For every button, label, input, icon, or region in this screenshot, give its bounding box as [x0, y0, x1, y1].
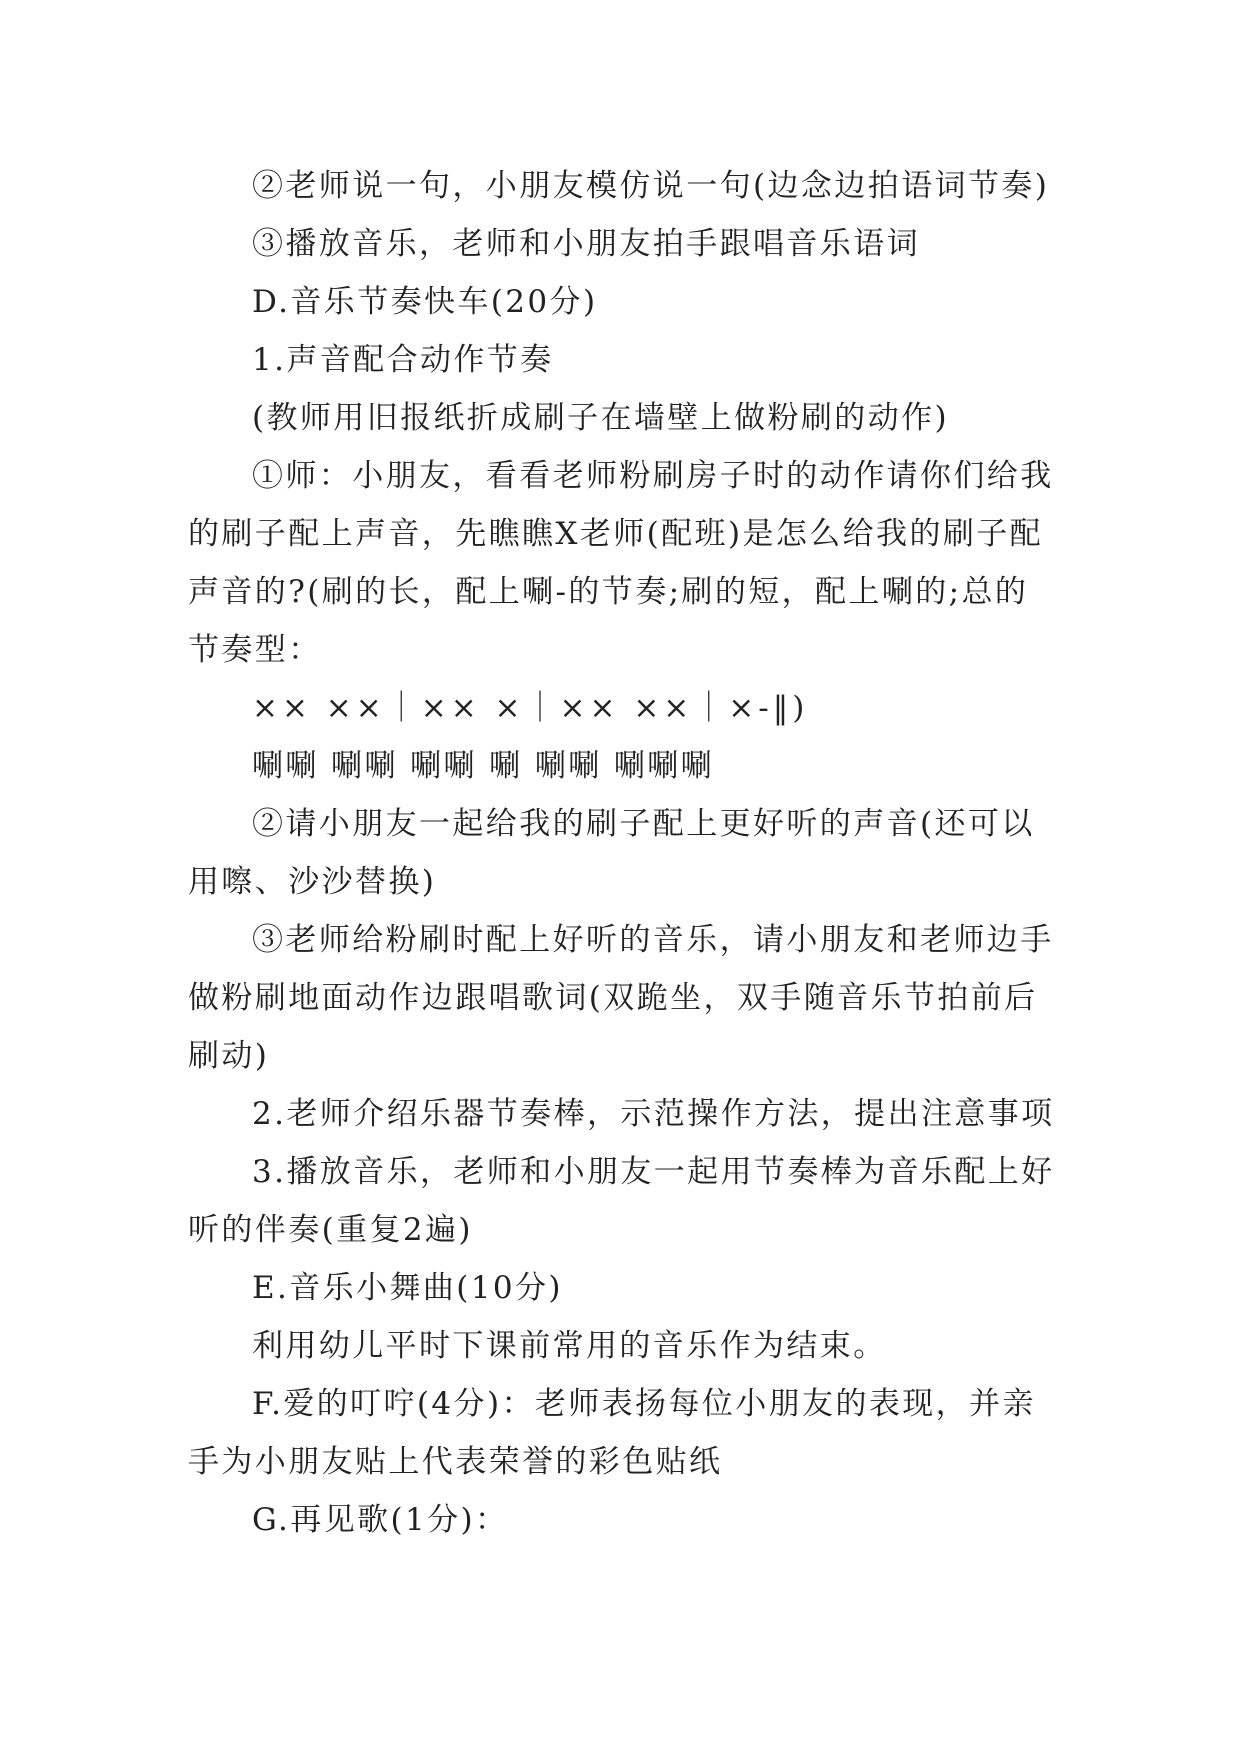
text-line: (教师用旧报纸折成刷子在墙壁上做粉刷的动作) — [252, 400, 949, 436]
rhythm-notation: ×× ××｜×× ×｜×× ××｜×-‖) — [252, 690, 809, 726]
text-line: 手为小朋友贴上代表荣誉的彩色贴纸 — [188, 1444, 723, 1480]
section-heading-g: G.再见歌(1分)： — [252, 1502, 509, 1538]
text-line: 听的伴奏(重复2遍) — [188, 1212, 473, 1248]
text-line: 1.声音配合动作节奏 — [252, 342, 554, 378]
text-line: ③播放音乐，老师和小朋友拍手跟唱音乐语词 — [252, 226, 920, 262]
document-body — [188, 157, 1058, 1549]
text-line: 刷动) — [188, 1038, 270, 1074]
text-line: 的刷子配上声音，先瞧瞧X老师(配班)是怎么给我的刷子配 — [188, 516, 1044, 552]
rhythm-syllables: 唰唰 唰唰 唰唰 唰 唰唰 唰唰唰 — [252, 748, 715, 784]
text-line: ②请小朋友一起给我的刷子配上更好听的声音(还可以 — [252, 806, 1035, 842]
section-heading-e: E.音乐小舞曲(10分) — [252, 1270, 563, 1306]
text-line: 用嚓、沙沙替换) — [188, 864, 437, 900]
section-heading-d: D.音乐节奏快车(20分) — [252, 284, 598, 320]
section-heading-f: F.爱的叮咛(4分)：老师表扬每位小朋友的表现，并亲 — [252, 1386, 1036, 1422]
text-line: 节奏型： — [188, 632, 322, 668]
text-line: 利用幼儿平时下课前常用的音乐作为结束。 — [252, 1328, 887, 1364]
text-line: 声音的?(刷的长，配上唰-的节奏;刷的短，配上唰的;总的 — [188, 574, 1029, 610]
text-line: ②老师说一句，小朋友模仿说一句(边念边拍语词节奏) — [252, 168, 1050, 204]
text-line: 3.播放音乐，老师和小朋友一起用节奏棒为音乐配上好 — [252, 1154, 1055, 1190]
text-line: 2.老师介绍乐器节奏棒，示范操作方法，提出注意事项 — [252, 1096, 1055, 1132]
text-line: ①师：小朋友，看看老师粉刷房子时的动作请你们给我 — [252, 458, 1054, 494]
text-line: ③老师给粉刷时配上好听的音乐，请小朋友和老师边手 — [252, 922, 1054, 958]
text-line: 做粉刷地面动作边跟唱歌词(双跪坐，双手随音乐节拍前后 — [188, 980, 1038, 1016]
